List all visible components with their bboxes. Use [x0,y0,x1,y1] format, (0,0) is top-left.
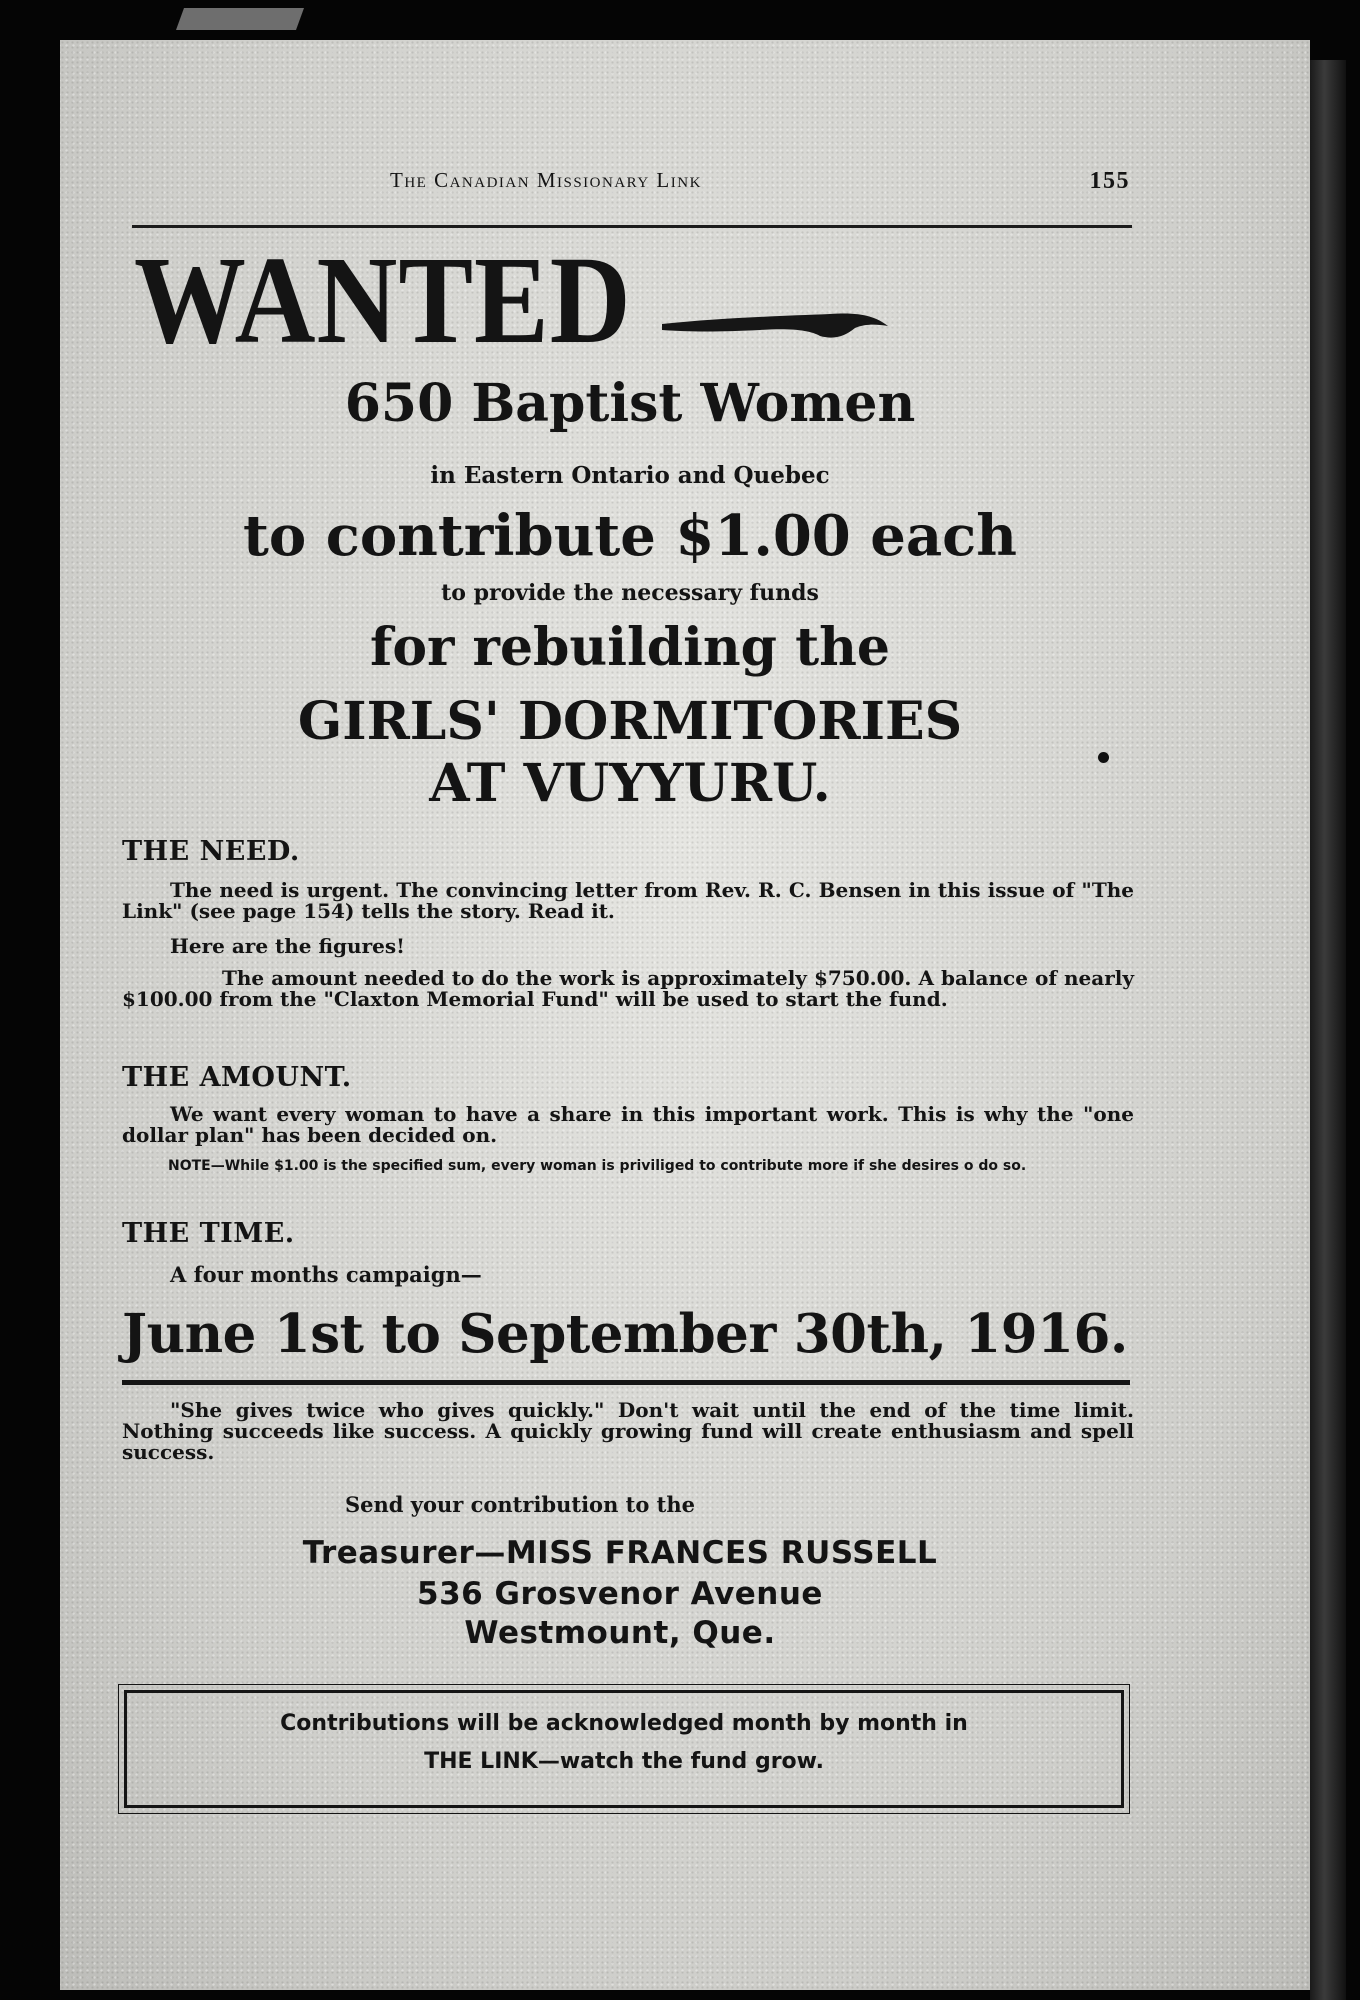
need-paragraph-1: The need is urgent. The convincing letter from Rev. R. C. Bensen in this issue of "The Link" (see page 154) tells the story. Read it. [122,878,1134,923]
wanted-headline: WANTED [134,231,632,371]
ink-dot [1098,752,1109,763]
treasurer-address: 536 Grosvenor Avenue [417,1576,823,1612]
amount-paragraph: We want every woman to have a share in this important work. This is why the "one dollar plan" has been decided on. [122,1102,1134,1147]
campaign-intro: A four months campaign— [170,1262,482,1287]
campaign-dates: June 1st to September 30th, 1916. [122,1303,1128,1365]
running-title: The Canadian Missionary Link [390,168,702,192]
headline-650-women: 650 Baptist Women [344,373,916,434]
ornamental-dash [660,302,890,352]
section-heading-need: THE NEED. [122,836,300,867]
page-number: 155 [1089,168,1130,194]
section-heading-amount: THE AMOUNT. [122,1062,352,1093]
need-paragraph-3: The amount needed to do the work is approximately $750.00. A balance of nearly $100.00 from the "Claxton Memorial Fund" will be used to start the fund. [122,966,1134,1011]
headline-vuyyuru: AT VUYYURU. [429,753,831,814]
headline-dormitories: GIRLS' DORMITORIES [297,691,963,752]
send-line: Send your contribution to the [344,1492,695,1517]
closing-paragraph: "She gives twice who gives quickly." Don't wait until the end of the time limit. Nothing succeeds like success. A quickly growing fund will create enthusiasm and spell success. [122,1398,1134,1464]
treasurer-city: Westmount, Que. [464,1615,776,1651]
headline-rebuilding: for rebuilding the [370,617,890,678]
headline-provide: to provide the necessary funds [441,580,819,606]
header-rule [132,225,1132,228]
headline-contribute: to contribute $1.00 each [243,503,1017,569]
acknowledgement-line-1: Contributions will be acknowledged month by month in [280,1711,968,1736]
acknowledgement-line-2: THE LINK—watch the fund grow. [424,1749,824,1774]
dates-rule [122,1380,1130,1385]
treasurer-name: Treasurer—MISS FRANCES RUSSELL [302,1535,938,1571]
headline-region: in Eastern Ontario and Quebec [430,462,830,489]
book-spine [1310,60,1346,2000]
amount-note: NOTE—While $1.00 is the specified sum, every woman is priviliged to contribute more if she desires o do so. [168,1158,1027,1174]
need-paragraph-2: Here are the figures! [170,934,405,958]
section-heading-time: THE TIME. [122,1218,295,1249]
acknowledgement-box [124,1690,1124,1808]
scan-edge-mark [176,8,304,30]
